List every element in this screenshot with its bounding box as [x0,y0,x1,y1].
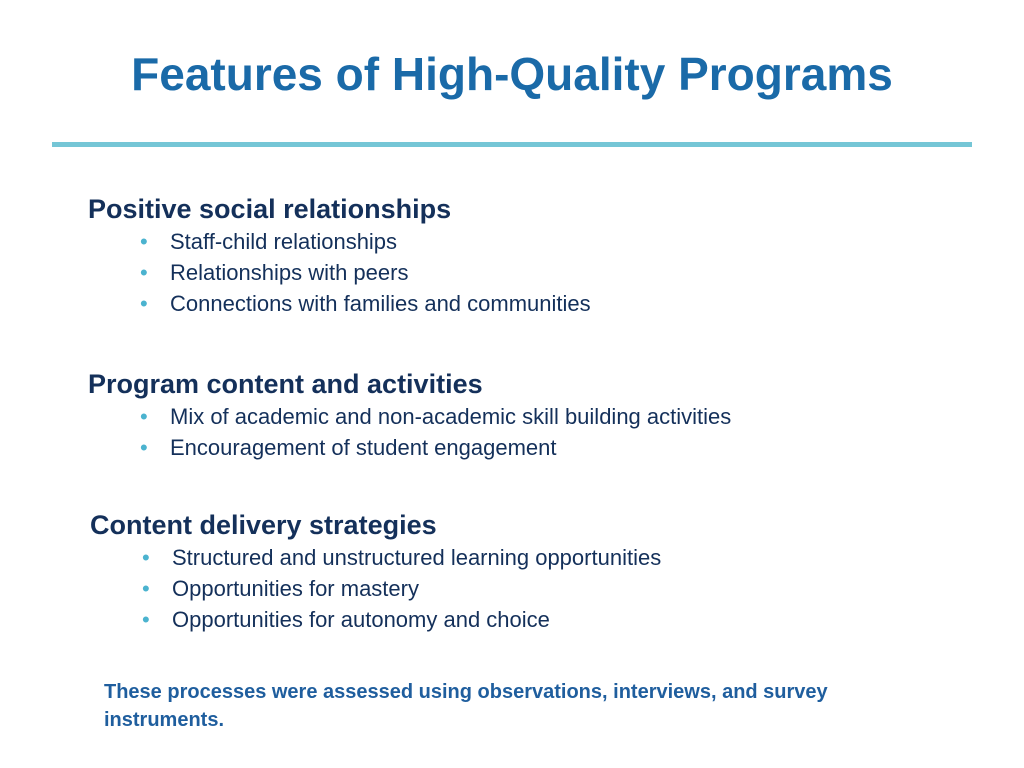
section-heading: Positive social relationships [88,194,452,224]
list-item [138,604,661,635]
list-item-text: Mix of academic and non-academic skill building activities [170,404,732,429]
bullet-list [88,401,731,463]
bullet-dot-icon: • [142,607,150,632]
list-item [136,401,731,432]
section-heading: Program content and activities [88,369,483,399]
list-item [136,432,731,463]
bullet-dot-icon: • [140,404,148,429]
footnote: These processes were assessed using observations, interviews, and survey instruments. [104,681,828,731]
list-item-text: Structured and unstructured learning opportunities [172,545,662,570]
bullet-dot-icon: • [140,229,148,254]
bullet-list [90,542,661,635]
bullet-list [88,226,591,319]
list-item [138,573,661,604]
section-program-content-and-activities [88,367,731,463]
list-item-text: Opportunities for autonomy and choice [172,607,550,632]
list-item [136,257,591,288]
bullet-dot-icon: • [142,576,150,601]
list-item [136,226,591,257]
list-item-text: Staff-child relationships [170,229,398,254]
slide-title: Features of High-Quality Programs [131,48,893,100]
section-content-delivery-strategies [90,508,661,635]
list-item [136,288,591,319]
list-item-text: Connections with families and communities [170,291,591,316]
bullet-dot-icon: • [142,545,150,570]
list-item-text: Relationships with peers [170,260,409,285]
title-divider [52,142,972,147]
bullet-dot-icon: • [140,291,148,316]
section-heading: Content delivery strategies [90,510,437,540]
section-positive-social-relationships [88,192,591,319]
bullet-dot-icon: • [140,435,148,460]
list-item-text: Opportunities for mastery [172,576,419,601]
list-item-text: Encouragement of student engagement [170,435,557,460]
bullet-dot-icon: • [140,260,148,285]
list-item [138,542,661,573]
